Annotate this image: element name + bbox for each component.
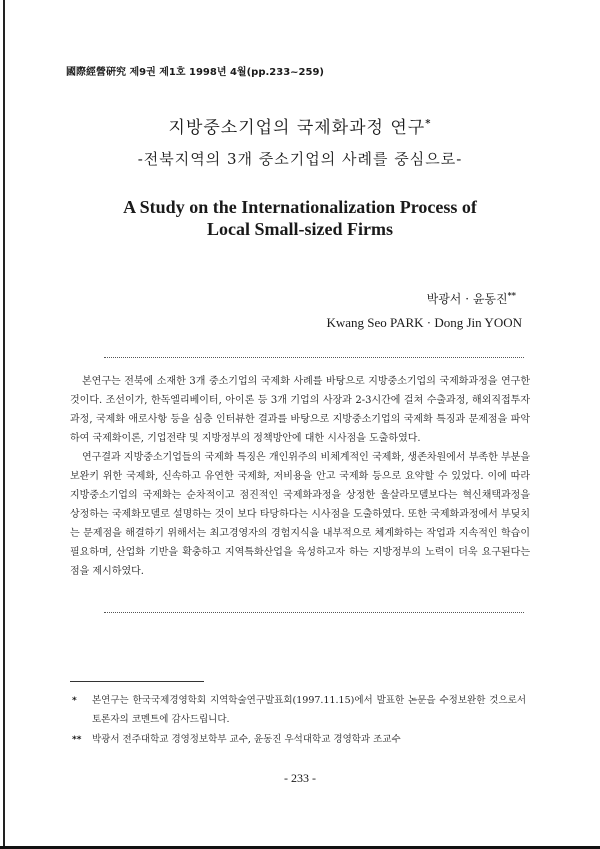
authors-footnote-marker: ** — [507, 290, 516, 300]
english-title-line-1: A Study on the Internationalization Process of — [123, 197, 477, 217]
title-footnote-marker: * — [425, 118, 432, 130]
english-authors: Kwang Seo PARK · Dong Jin YOON — [326, 315, 522, 330]
abstract-paragraph-2: 연구결과 지방중소기업들의 국제화 특징은 개인위주의 비체계적인 국제화, 생존차원에서 부족한 부분을 보완키 위한 국제화, 신속하고 유연한 국제화, 저비용을 안고 국제화 등으로 요약할 수 있었다. 이에 따라 지방중소기업의 국제화는 순차적이고 점진적인 국제화과정을 상정한 울살라모델보다는 혁신채택과정을 상정하는 국제화모델로 설명하는 것이 보다 타당하다는 시사점을 도출하였다. 또한 국제화과정에서 부딪치는 문제점을 해결하기 위해서는 최고경영자의 경험지식을 내부적으로 체계화하는 작업과 지속적인 학습이 필요하며, 산업화 기반을 확충하고 지역특화산업을 육성하고자 하는 지방정부의 노력이 더욱 요구된다는 점을 제시하였다. — [70, 452, 531, 577]
korean-authors — [427, 290, 516, 307]
footnote-2-text: 박광서 전주대학교 경영정보학부 교수, 윤동진 우석대학교 경영학과 조교수 — [92, 734, 401, 745]
korean-title — [0, 113, 600, 138]
korean-title-text: 지방중소기업의 국제화과정 연구 — [168, 118, 426, 138]
footnote-separator — [70, 681, 204, 682]
footnote-1-marker: * — [72, 696, 77, 706]
english-title-line-2: Local Small-sized Firms — [207, 219, 393, 239]
abstract-paragraph-1: 본연구는 전북에 소재한 3개 중소기업의 국제화 사례를 바탕으로 지방중소기업의 국제화과정을 연구한 것이다. 조선이가, 한독엘리베이터, 아이론 등 3개 기업의 사장과 2-3시간에 걸쳐 수출과정, 해외직접투자과정, 국제화 애로사항 등을 심층 인터뷰한 결과를 바탕으로 지방중소기업의 국제화 특징과 문제점을 파악하여 국제화이론, 기업전략 및 지방정부의 정책방안에 대한 시사점을 도출하였다. — [70, 376, 530, 444]
abstract-top-dotted-divider — [104, 357, 524, 358]
footnote-2-marker: ** — [72, 735, 82, 745]
korean-authors-text: 박광서 · 윤동진 — [426, 292, 508, 306]
journal-running-head: 國際經營硏究 제9권 제1호 1998년 4월(pp.233~259) — [66, 67, 324, 78]
abstract — [70, 372, 530, 581]
footnote-1-text: 본연구는 한국국제경영학회 지역학술연구발표회(1997.11.15)에서 발표한 논문을 수정보완한 것으로서 토론자의 코멘트에 감사드립니다. — [92, 695, 526, 725]
korean-subtitle: -전북지역의 3개 중소기업의 사례를 중심으로- — [137, 150, 463, 168]
english-title — [0, 196, 600, 240]
abstract-bottom-dotted-divider — [104, 612, 524, 613]
page-number: - 233 - — [284, 771, 316, 785]
